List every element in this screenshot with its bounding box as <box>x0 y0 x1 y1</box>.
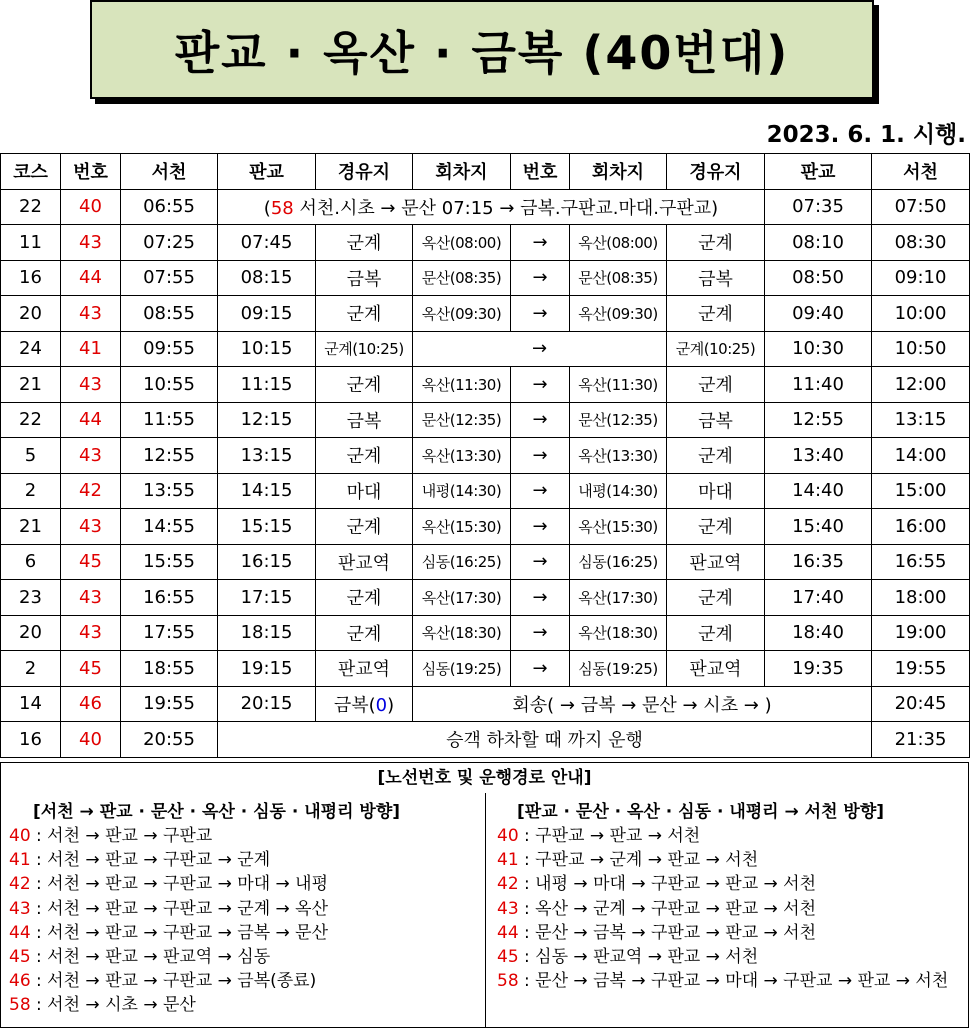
return-note: 회송( → 금복 → 문산 → 시초 → ) <box>413 686 872 722</box>
seocheon-depart-cell: 13:55 <box>121 473 218 509</box>
route-path: : 서천 → 시초 → 문산 <box>30 995 196 1016</box>
via-return-cell: 군계 <box>667 296 765 332</box>
via-cell: 마대 <box>316 473 413 509</box>
course-cell: 22 <box>1 189 61 225</box>
turnaround-return-cell: 옥산(09:30) <box>570 296 667 332</box>
route-number-cell: 40 <box>61 722 121 758</box>
via-cell <box>316 686 413 722</box>
turnaround-return-cell: 문산(08:35) <box>570 260 667 296</box>
pangyo-depart-cell: 11:15 <box>218 367 316 403</box>
table-row <box>1 580 970 616</box>
route-item <box>9 969 479 993</box>
via-return-cell: 금복 <box>667 260 765 296</box>
seocheon-depart-cell: 15:55 <box>121 544 218 580</box>
via-return-cell: 군계 <box>667 615 765 651</box>
seocheon-arrive-cell: 07:50 <box>872 189 970 225</box>
table-row <box>1 367 970 403</box>
route-number-cell: 43 <box>61 580 121 616</box>
direction-arrow: → <box>511 580 570 616</box>
seocheon-depart-cell: 17:55 <box>121 615 218 651</box>
seocheon-depart-cell: 07:55 <box>121 260 218 296</box>
route-item <box>9 824 479 848</box>
header-via: 경유지 <box>316 154 413 190</box>
pangyo-depart-cell: 19:15 <box>218 651 316 687</box>
direction-arrow: → <box>511 367 570 403</box>
route-number: 42 <box>497 874 519 895</box>
route-number-cell: 45 <box>61 651 121 687</box>
note-route-number: 58 <box>270 197 294 219</box>
route-path: : 내평 → 마대 → 구판교 → 판교 → 서천 <box>518 874 817 895</box>
pangyo-depart-cell: 16:15 <box>218 544 316 580</box>
turnaround-return-cell: 옥산(08:00) <box>570 225 667 261</box>
via-text: 금복( <box>333 694 376 716</box>
seocheon-depart-cell: 09:55 <box>121 331 218 367</box>
route-path: : 서천 → 판교 → 판교역 → 심동 <box>30 947 271 968</box>
seocheon-arrive-cell: 16:00 <box>872 509 970 545</box>
route-info-title: [노선번호 및 운행경로 안내] <box>377 768 592 788</box>
pangyo-depart-cell: 08:15 <box>218 260 316 296</box>
pangyo-return-cell: 12:55 <box>765 402 872 438</box>
seocheon-arrive-cell: 08:30 <box>872 225 970 261</box>
table-row <box>1 544 970 580</box>
via-number: 0 <box>375 694 388 716</box>
route-path: : 심동 → 판교역 → 판교 → 서천 <box>518 947 759 968</box>
course-cell: 20 <box>1 296 61 332</box>
route-number: 46 <box>9 971 31 992</box>
seocheon-arrive-cell: 19:00 <box>872 615 970 651</box>
direction-arrow: → <box>511 402 570 438</box>
table-row <box>1 402 970 438</box>
route-item <box>497 872 967 896</box>
route-number: 45 <box>497 947 519 968</box>
direction-arrow: → <box>511 473 570 509</box>
seocheon-arrive-cell: 14:00 <box>872 438 970 474</box>
route-number-cell: 43 <box>61 509 121 545</box>
pangyo-return-cell: 18:40 <box>765 615 872 651</box>
route-number-cell: 42 <box>61 473 121 509</box>
seocheon-arrive-cell: 09:10 <box>872 260 970 296</box>
via-cell: 금복 <box>316 402 413 438</box>
header-pangyo: 판교 <box>218 154 316 190</box>
route-path: : 서천 → 판교 → 구판교 → 금복 → 문산 <box>30 922 329 943</box>
pangyo-depart-cell: 10:15 <box>218 331 316 367</box>
turnaround-cell: 옥산(08:00) <box>413 225 511 261</box>
turnaround-cell: 문산(08:35) <box>413 260 511 296</box>
title-banner <box>90 0 874 99</box>
pangyo-return-cell: 10:30 <box>765 331 872 367</box>
route-path: : 구판교 → 판교 → 서천 <box>518 826 701 846</box>
turnaround-return-cell: 심동(16:25) <box>570 544 667 580</box>
via-cell: 군계 <box>316 367 413 403</box>
pangyo-depart-cell: 13:15 <box>218 438 316 474</box>
special-route-note <box>218 189 765 225</box>
via-return-cell: 군계 <box>667 225 765 261</box>
turnaround-cell: 내평(14:30) <box>413 473 511 509</box>
seocheon-depart-cell: 11:55 <box>121 402 218 438</box>
turnaround-return-cell: 옥산(18:30) <box>570 615 667 651</box>
turnaround-return-cell: 문산(12:35) <box>570 402 667 438</box>
seocheon-depart-cell: 14:55 <box>121 509 218 545</box>
course-cell: 11 <box>1 225 61 261</box>
route-number: 58 <box>497 971 519 992</box>
header-number-return: 번호 <box>511 154 570 190</box>
route-number-cell: 44 <box>61 402 121 438</box>
seocheon-depart-cell: 06:55 <box>121 189 218 225</box>
pangyo-return-cell: 13:40 <box>765 438 872 474</box>
via-cell: 군계(10:25) <box>316 331 413 367</box>
route-number: 43 <box>9 898 31 919</box>
course-cell: 5 <box>1 438 61 474</box>
seocheon-depart-cell: 08:55 <box>121 296 218 332</box>
direction-arrow: → <box>511 544 570 580</box>
seocheon-arrive-cell: 20:45 <box>872 686 970 722</box>
column-divider <box>485 793 486 1028</box>
route-item <box>497 897 967 921</box>
seocheon-depart-cell: 10:55 <box>121 367 218 403</box>
seocheon-arrive-cell: 13:15 <box>872 402 970 438</box>
route-path: : 구판교 → 군계 → 판교 → 서천 <box>518 850 759 871</box>
course-cell: 2 <box>1 651 61 687</box>
seocheon-arrive-cell: 16:55 <box>872 544 970 580</box>
via-return-cell: 군계 <box>667 367 765 403</box>
pangyo-return-cell: 08:10 <box>765 225 872 261</box>
route-item <box>9 921 479 945</box>
via-cell: 군계 <box>316 225 413 261</box>
header-seocheon: 서천 <box>121 154 218 190</box>
seocheon-arrive-cell: 15:00 <box>872 473 970 509</box>
route-number: 44 <box>497 922 519 943</box>
via-cell: 군계 <box>316 438 413 474</box>
pangyo-depart-cell: 14:15 <box>218 473 316 509</box>
seocheon-arrive-cell: 18:00 <box>872 580 970 616</box>
route-number: 42 <box>9 874 31 895</box>
seocheon-arrive-cell: 12:00 <box>872 367 970 403</box>
pangyo-return-cell: 19:35 <box>765 651 872 687</box>
seocheon-arrive-cell: 19:55 <box>872 651 970 687</box>
outbound-heading: [서천 → 판교 · 문산 · 옥산 · 심동 · 내평리 방향] <box>33 802 401 822</box>
via-return-cell: 판교역 <box>667 651 765 687</box>
route-path: : 문산 → 금복 → 구판교 → 판교 → 서천 <box>518 922 817 943</box>
via-cell: 판교역 <box>316 651 413 687</box>
seocheon-depart-cell: 20:55 <box>121 722 218 758</box>
direction-arrow: → <box>413 331 667 367</box>
turnaround-cell: 옥산(15:30) <box>413 509 511 545</box>
course-cell: 16 <box>1 722 61 758</box>
via-return-cell: 군계 <box>667 509 765 545</box>
via-return-cell: 판교역 <box>667 544 765 580</box>
header-seocheon-return: 서천 <box>872 154 970 190</box>
direction-arrow: → <box>511 509 570 545</box>
table-row <box>1 189 970 225</box>
via-cell: 군계 <box>316 509 413 545</box>
table-row <box>1 260 970 296</box>
header-pangyo-return: 판교 <box>765 154 872 190</box>
route-number-cell: 45 <box>61 544 121 580</box>
table-row <box>1 722 970 758</box>
pangyo-depart-cell: 17:15 <box>218 580 316 616</box>
table-row <box>1 438 970 474</box>
route-path: : 서천 → 판교 → 구판교 <box>30 826 213 846</box>
pangyo-depart-cell: 20:15 <box>218 686 316 722</box>
pangyo-depart-cell: 12:15 <box>218 402 316 438</box>
route-path: : 서천 → 판교 → 구판교 → 마대 → 내평 <box>30 874 329 895</box>
route-number-cell: 40 <box>61 189 121 225</box>
route-number: 43 <box>497 898 519 919</box>
inbound-heading: [판교 · 문산 · 옥산 · 심동 · 내평리 → 서천 방향] <box>517 802 885 822</box>
table-row <box>1 651 970 687</box>
turnaround-cell: 옥산(13:30) <box>413 438 511 474</box>
seocheon-arrive-cell: 21:35 <box>872 722 970 758</box>
course-cell: 2 <box>1 473 61 509</box>
direction-arrow: → <box>511 225 570 261</box>
route-number-cell: 41 <box>61 331 121 367</box>
turnaround-cell: 옥산(09:30) <box>413 296 511 332</box>
via-return-cell: 군계 <box>667 438 765 474</box>
header-course: 코스 <box>1 154 61 190</box>
via-cell: 금복 <box>316 260 413 296</box>
note-prefix: ( <box>263 197 271 219</box>
turnaround-return-cell: 내평(14:30) <box>570 473 667 509</box>
turnaround-return-cell: 옥산(11:30) <box>570 367 667 403</box>
via-cell: 군계 <box>316 615 413 651</box>
route-item <box>497 945 967 969</box>
course-cell: 6 <box>1 544 61 580</box>
pangyo-return-cell: 17:40 <box>765 580 872 616</box>
header-turnaround: 회차지 <box>413 154 511 190</box>
direction-arrow: → <box>511 296 570 332</box>
via-cell: 군계 <box>316 296 413 332</box>
via-return-cell: 금복 <box>667 402 765 438</box>
route-info-panel <box>0 762 969 1028</box>
header-row <box>1 154 970 190</box>
route-number-cell: 43 <box>61 615 121 651</box>
page-title: 판교 · 옥산 · 금복 (40번대) <box>174 25 790 80</box>
course-cell: 24 <box>1 331 61 367</box>
via-return-cell: 군계(10:25) <box>667 331 765 367</box>
route-item <box>497 921 967 945</box>
pangyo-return-cell: 16:35 <box>765 544 872 580</box>
via-return-cell: 마대 <box>667 473 765 509</box>
route-path: : 서천 → 판교 → 구판교 → 금복(종료) <box>30 971 317 992</box>
turnaround-return-cell: 옥산(15:30) <box>570 509 667 545</box>
turnaround-cell: 옥산(17:30) <box>413 580 511 616</box>
route-path: : 서천 → 판교 → 구판교 → 군계 → 옥산 <box>30 898 329 919</box>
route-item <box>9 872 479 896</box>
schedule-table <box>0 153 970 758</box>
route-path: : 문산 → 금복 → 구판교 → 마대 → 구판교 → 판교 → 서천 <box>518 971 949 992</box>
pangyo-depart-cell: 07:45 <box>218 225 316 261</box>
direction-arrow: → <box>511 615 570 651</box>
route-item <box>9 848 479 872</box>
via-return-cell: 군계 <box>667 580 765 616</box>
seocheon-depart-cell: 18:55 <box>121 651 218 687</box>
route-number: 40 <box>9 826 31 846</box>
pangyo-return-cell: 08:50 <box>765 260 872 296</box>
route-item <box>9 993 479 1017</box>
turnaround-cell: 심동(16:25) <box>413 544 511 580</box>
seocheon-depart-cell: 07:25 <box>121 225 218 261</box>
route-number-cell: 43 <box>61 438 121 474</box>
seocheon-depart-cell: 16:55 <box>121 580 218 616</box>
effective-date: 2023. 6. 1. 시행. <box>766 122 966 148</box>
direction-arrow: → <box>511 260 570 296</box>
route-item <box>9 945 479 969</box>
table-row <box>1 225 970 261</box>
route-number-cell: 46 <box>61 686 121 722</box>
turnaround-cell: 옥산(18:30) <box>413 615 511 651</box>
table-row <box>1 615 970 651</box>
outbound-routes <box>9 797 479 1018</box>
table-row <box>1 473 970 509</box>
seocheon-arrive-cell: 10:00 <box>872 296 970 332</box>
route-number-cell: 43 <box>61 296 121 332</box>
direction-arrow: → <box>511 438 570 474</box>
route-item <box>497 824 967 848</box>
header-turnaround-return: 회차지 <box>570 154 667 190</box>
turnaround-cell: 심동(19:25) <box>413 651 511 687</box>
route-item <box>497 848 967 872</box>
route-number-cell: 43 <box>61 225 121 261</box>
route-number: 40 <box>497 826 519 846</box>
route-number-cell: 44 <box>61 260 121 296</box>
course-cell: 16 <box>1 260 61 296</box>
table-row <box>1 509 970 545</box>
pangyo-return-cell: 14:40 <box>765 473 872 509</box>
course-cell: 14 <box>1 686 61 722</box>
via-close: ) <box>387 694 395 716</box>
seocheon-depart-cell: 19:55 <box>121 686 218 722</box>
via-cell: 군계 <box>316 580 413 616</box>
route-number: 58 <box>9 995 31 1016</box>
inbound-routes <box>497 797 967 993</box>
route-number: 44 <box>9 922 31 943</box>
route-number-cell: 43 <box>61 367 121 403</box>
table-row <box>1 331 970 367</box>
header-number: 번호 <box>61 154 121 190</box>
pangyo-depart-cell: 18:15 <box>218 615 316 651</box>
turnaround-cell: 문산(12:35) <box>413 402 511 438</box>
route-path: : 서천 → 판교 → 구판교 → 군계 <box>30 850 271 871</box>
route-path: : 옥산 → 군계 → 구판교 → 판교 → 서천 <box>518 898 817 919</box>
turnaround-return-cell: 심동(19:25) <box>570 651 667 687</box>
course-cell: 20 <box>1 615 61 651</box>
pangyo-depart-cell: 15:15 <box>218 509 316 545</box>
pangyo-return-cell: 09:40 <box>765 296 872 332</box>
turnaround-return-cell: 옥산(13:30) <box>570 438 667 474</box>
course-cell: 21 <box>1 367 61 403</box>
pangyo-depart-cell: 09:15 <box>218 296 316 332</box>
route-item <box>497 969 967 993</box>
course-cell: 23 <box>1 580 61 616</box>
via-cell: 판교역 <box>316 544 413 580</box>
seocheon-depart-cell: 12:55 <box>121 438 218 474</box>
pangyo-return-cell: 07:35 <box>765 189 872 225</box>
pangyo-return-cell: 11:40 <box>765 367 872 403</box>
seocheon-arrive-cell: 10:50 <box>872 331 970 367</box>
route-item <box>9 897 479 921</box>
route-number: 41 <box>497 850 519 871</box>
turnaround-return-cell: 옥산(17:30) <box>570 580 667 616</box>
turnaround-cell: 옥산(11:30) <box>413 367 511 403</box>
course-cell: 22 <box>1 402 61 438</box>
pangyo-return-cell: 15:40 <box>765 509 872 545</box>
route-number: 41 <box>9 850 31 871</box>
operation-note: 승객 하차할 때 까지 운행 <box>218 722 872 758</box>
table-row <box>1 296 970 332</box>
direction-arrow: → <box>511 651 570 687</box>
note-text: 서천.시초 → 문산 07:15 → 금복.구판교.마대.구판교) <box>293 197 719 219</box>
header-via-return: 경유지 <box>667 154 765 190</box>
course-cell: 21 <box>1 509 61 545</box>
table-row <box>1 686 970 722</box>
route-number: 45 <box>9 947 31 968</box>
